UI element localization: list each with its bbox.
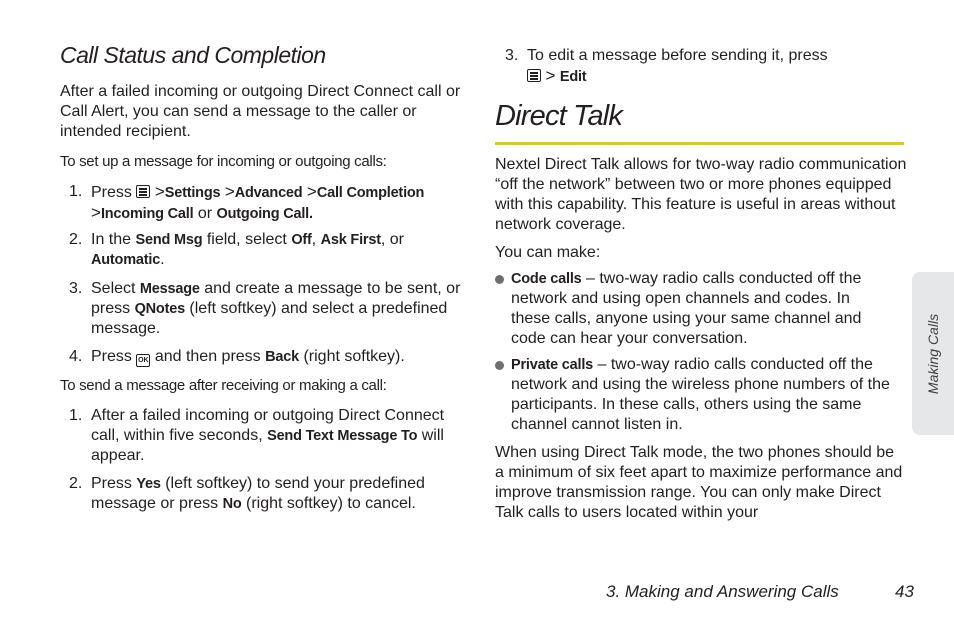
list-item: 1. Press >Settings >Advanced >Call Completion >Incoming Call or Outgoing Call. [69,182,425,222]
list-item: 3. To edit a message before sending it, press > Edit [505,47,828,85]
list-item: Code calls – two-way radio calls conducted off the network and using open channels and codes. In these calls, anyone using your same channel and code can hear your conversation. [511,269,891,349]
section-heading: Call Status and Completion [60,42,326,68]
list-item: Private calls – two-way radio calls conducted off the network and using the wireless phone numbers of the participants. In these calls, others using the same channel cannot listen in. [511,355,903,435]
page-number: 43 [895,582,914,601]
menu-key-icon [527,69,541,82]
you-can-make: You can make: [495,244,601,261]
ok-key-icon: OK [136,354,150,367]
page-title: Direct Talk [495,100,623,132]
direct-talk-intro: Nextel Direct Talk allows for two-way radio communication “off the network” between two or more phones equipped with this capability. This feature is useful in areas without network coverage. [495,156,907,233]
direct-talk-outro: When using Direct Talk mode, the two phones should be a minimum of six feet apart to maximize performance and improve transmission range. You can only make Direct Talk calls to users located within your [495,444,903,521]
bullet-icon [495,275,504,284]
procedure-lead-2: To send a message after receiving or making a call: [60,377,387,394]
list-item: 2. In the Send Msg field, select Off, Ask First, or Automatic. [69,231,404,268]
list-item: 1. After a failed incoming or outgoing Direct Connect call, within five seconds, Send Text Message To will appear. [69,407,445,464]
menu-key-icon [136,185,150,198]
list-item: 3. Select Message and create a message to be sent, or press QNotes (left softkey) and select a predefined message. [69,280,461,337]
chapter-tab [912,272,954,435]
bullet-icon [495,361,504,370]
footer-section: 3. Making and Answering Calls [606,582,839,601]
list-item: 2. Press Yes (left softkey) to send your predefined message or press No (right softkey) to cancel. [69,475,425,512]
chapter-tab-label: Making Calls [925,313,941,395]
title-rule [495,142,904,145]
intro-paragraph: After a failed incoming or outgoing Direct Connect call or Call Alert, you can send a message to the caller or intended recipient. [60,83,461,140]
procedure-lead-1: To set up a message for incoming or outgoing calls: [60,153,387,170]
list-item: 4. Press OK and then press Back (right softkey). [69,348,405,365]
